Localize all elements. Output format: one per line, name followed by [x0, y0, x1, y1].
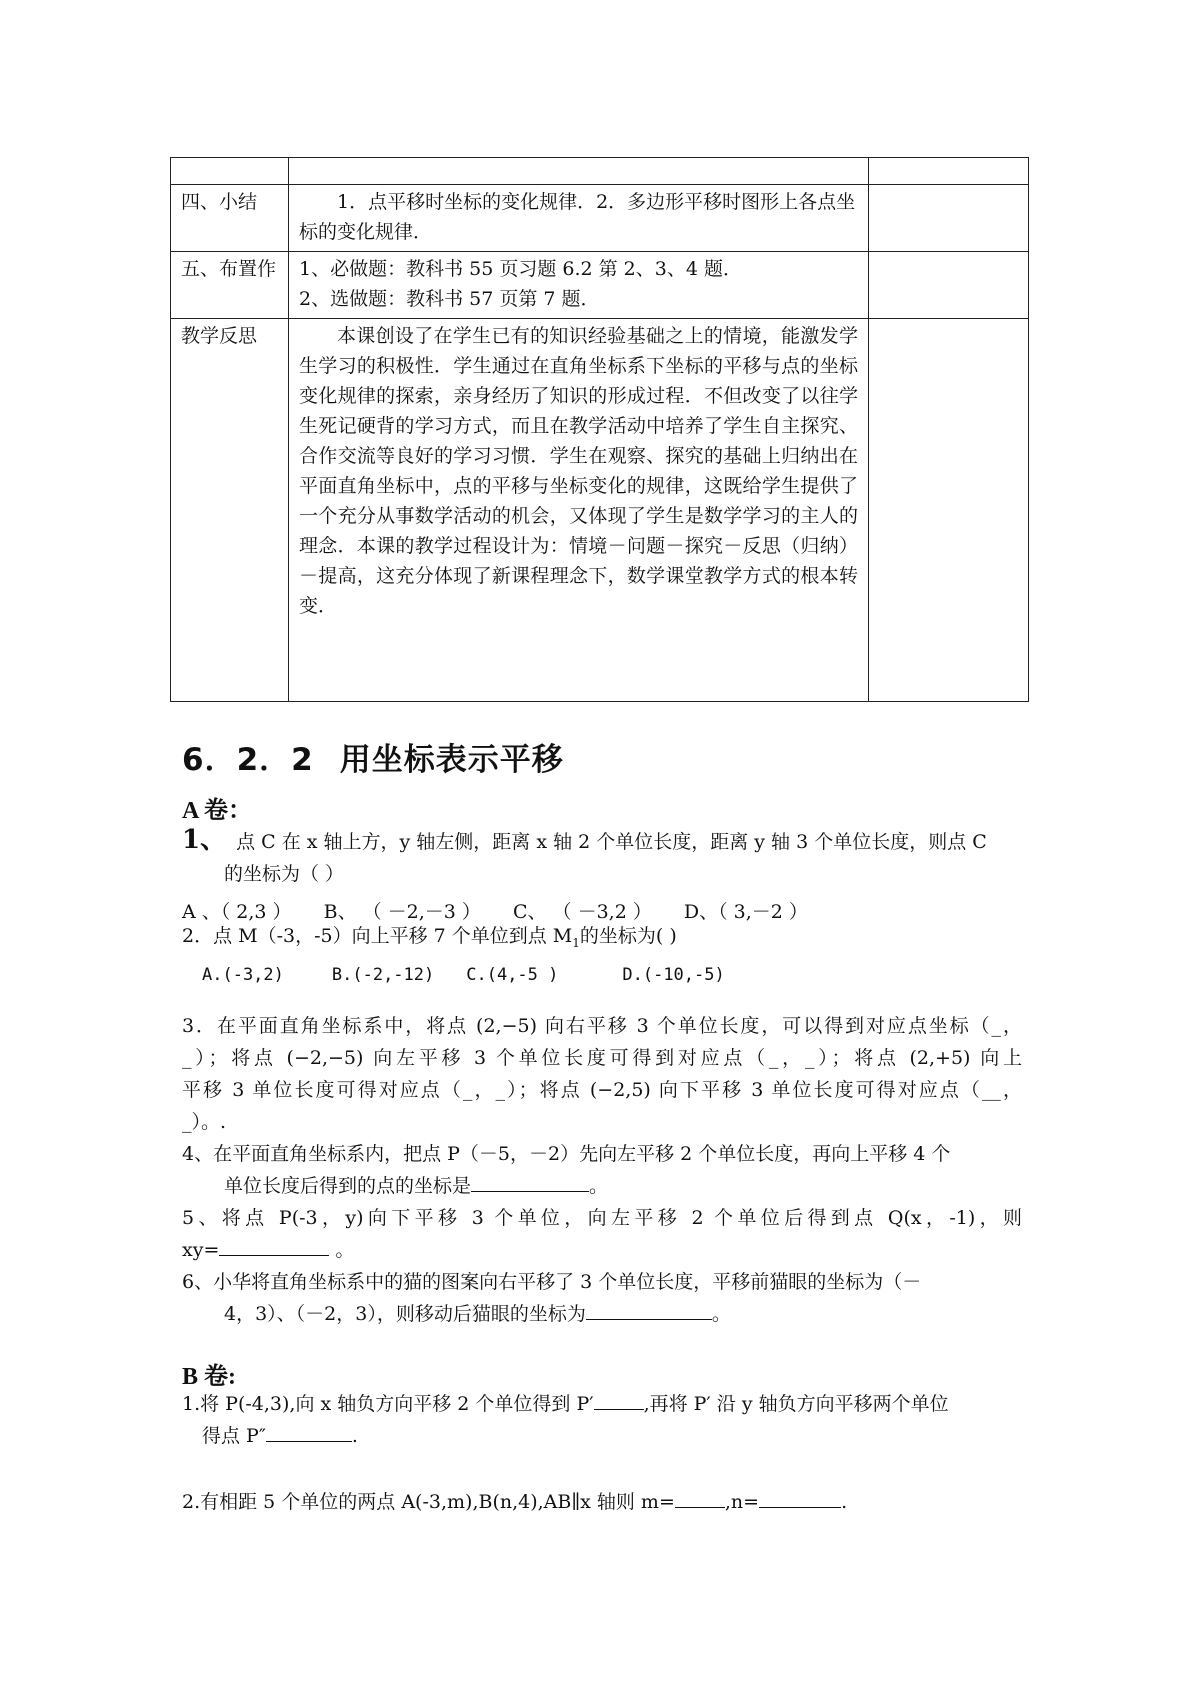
punctuation: 。 — [335, 1239, 355, 1261]
homework-text — [289, 252, 869, 319]
section-title — [182, 734, 564, 779]
summary-text: 1．点平移时坐标的变化规律．2．多边形平移时图形上各点坐标的变化规律． — [289, 185, 869, 252]
answer-blank[interactable] — [266, 1421, 352, 1442]
question-a4 — [182, 1138, 1022, 1202]
question-line: 单位长度后得到的点的坐标是 — [224, 1175, 472, 1197]
option-a: A.(-3,2) — [202, 964, 284, 985]
answer-options — [182, 959, 1022, 991]
question-text-cont: 的坐标为（ ） — [224, 863, 345, 885]
question-line: _）。. — [182, 1111, 227, 1133]
question-line: xy= — [182, 1239, 220, 1261]
subscript: 1 — [572, 935, 580, 950]
question-line: 6、小华将直角坐标系中的猫的图案向右平移了 3 个单位长度，平移前猫眼的坐标为（－ — [182, 1271, 922, 1293]
answer-blank[interactable] — [594, 1389, 644, 1410]
option-d: D、（ 3,－2 ） — [683, 901, 808, 923]
part-a-title: A 卷： — [182, 798, 253, 824]
punctuation: 。 — [711, 1303, 731, 1325]
answer-blank[interactable] — [675, 1487, 725, 1508]
question-line: ,n= — [724, 1491, 760, 1513]
table-cell — [171, 158, 289, 185]
table-row-homework — [171, 252, 1029, 319]
question-a5 — [182, 1202, 1022, 1266]
question-tail: 的坐标为( ) — [579, 925, 677, 947]
table-cell — [289, 158, 869, 185]
table-cell — [869, 319, 1029, 702]
question-b2 — [182, 1486, 1022, 1518]
lesson-plan-table — [170, 157, 1029, 702]
question-line: 3．在平面直角坐标系中，将点 (2,−5) 向右平移 3 个单位长度，可以得到对应点坐标（_， — [182, 1015, 1022, 1037]
question-text: 点 C 在 x 轴上方，y 轴左侧，距离 x 轴 2 个单位长度，距离 y 轴 3 个单位长度，则点 C — [236, 831, 987, 853]
option-c: C.(4,-5 ) — [466, 964, 559, 985]
row-label-homework: 五、布置作 — [171, 252, 289, 319]
option-c: C、 （ －3,2 ） — [512, 901, 652, 923]
question-line: 5、将点 P(-3，y)向下平移 3 个单位，向左平移 2 个单位后得到点 Q(x，-1)，则 — [182, 1207, 1022, 1229]
question-line: 4、在平面直角坐标系内，把点 P（－5，－2）先向左平移 2 个单位长度，再向上平移 4 个 — [182, 1143, 951, 1165]
table-row — [171, 158, 1029, 185]
option-d: D.(-10,-5) — [622, 964, 725, 985]
table-row-summary — [171, 185, 1029, 252]
question-line: 4，3）、（－2，3），则移动后猫眼的坐标为 — [224, 1303, 586, 1325]
question-a2 — [182, 920, 1022, 991]
question-line: 得点 P″ — [202, 1425, 266, 1447]
answer-blank[interactable] — [471, 1171, 589, 1192]
question-line: 2.有相距 5 个单位的两点 A(-3,m),B(n,4),AB∥x 轴则 m= — [182, 1491, 675, 1513]
part-b-title: B 卷: — [182, 1364, 236, 1390]
section-number: 6．2．2 — [182, 742, 314, 778]
table-cell — [869, 158, 1029, 185]
question-number: 1、 — [182, 825, 227, 855]
question-line: ,再将 P′ 沿 y 轴负方向平移两个单位 — [643, 1393, 949, 1415]
question-a1 — [182, 824, 1022, 928]
answer-blank[interactable] — [219, 1235, 329, 1256]
homework-required: 1、必做题：教科书 55 页习题 6.2 第 2、3、4 题． — [299, 258, 742, 280]
question-line: 平移 3 单位长度可得对应点（_，_）；将点 (−2,5) 向下平移 3 单位长度可得对应点（__， — [182, 1079, 1022, 1101]
table-cell — [869, 185, 1029, 252]
question-a6 — [182, 1266, 1022, 1330]
table-cell — [869, 252, 1029, 319]
reflection-text: 本课创设了在学生已有的知识经验基础之上的情境，能激发学生学习的积极性．学生通过在直角坐标系下坐标的平移与点的坐标变化规律的探索，亲身经历了知识的形成过程．不但改变了以往学生死记硬背的学习方式，而且在教学活动中培养了学生自主探究、合作交流等良好的学习习惯．学生在观察、探究的基础上归纳出在平面直角坐标中，点的平移与坐标变化的规律，这既给学生提供了一个充分从事数学活动的机会，又体现了学生是数学学习的主人的理念．本课的教学过程设计为：情境－问题－探究－反思（归纳）－提高，这充分体现了新课程理念下，数学课堂教学方式的根本转变． — [289, 319, 869, 702]
question-a3 — [182, 1010, 1022, 1138]
question-text: 2．点 M（-3，-5）向上平移 7 个单位到点 M — [182, 925, 573, 947]
punctuation: . — [351, 1425, 358, 1447]
option-b: B、 （ －2,－3 ） — [323, 901, 481, 923]
answer-blank[interactable] — [586, 1299, 712, 1320]
punctuation: . — [841, 1491, 848, 1513]
punctuation: 。 — [589, 1175, 609, 1197]
section-heading: 用坐标表示平移 — [339, 742, 564, 778]
table-row-reflection — [171, 319, 1029, 702]
row-label-reflection: 教学反思 — [171, 319, 289, 702]
answer-blank[interactable] — [759, 1487, 841, 1508]
row-label-summary: 四、小结 — [171, 185, 289, 252]
question-line: _）；将点 (−2,−5) 向左平移 3 个单位长度可得到对应点（_，_）；将点 (2,+5) 向上 — [182, 1047, 1022, 1069]
option-b: B.(-2,-12) — [331, 964, 435, 985]
question-line: 1.将 P(-4,3),向 x 轴负方向平移 2 个单位得到 P′ — [182, 1393, 594, 1415]
homework-optional: 2、选做题：教科书 57 页第 7 题． — [299, 288, 600, 310]
option-a: A 、（ 2,3 ） — [182, 901, 292, 923]
question-b1 — [182, 1388, 1022, 1452]
